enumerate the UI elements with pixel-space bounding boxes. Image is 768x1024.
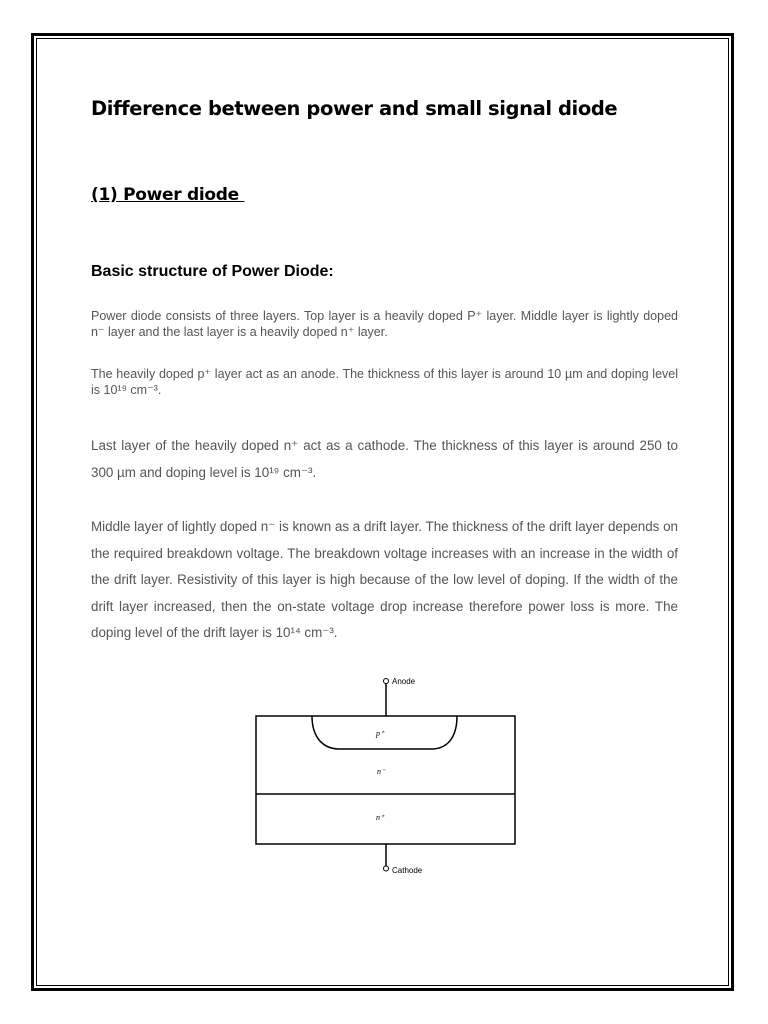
- anode-terminal-icon: [384, 679, 389, 684]
- anode-label: Anode: [392, 677, 416, 686]
- n-minus-label: n⁻: [377, 767, 386, 776]
- power-diode-structure-diagram: [250, 672, 520, 878]
- device-body: [256, 716, 515, 844]
- section-heading: (1) Power diode: [91, 185, 245, 205]
- n-plus-label: n⁺: [376, 813, 385, 822]
- cathode-label: Cathode: [392, 866, 423, 875]
- p-plus-region: [312, 716, 457, 749]
- paragraph-layers: Power diode consists of three layers. Top layer is a heavily doped P⁺ layer. Middle layer is lightly doped n⁻ layer and the last layer is a heavily doped n⁺ layer.: [91, 309, 678, 339]
- p-plus-label: p⁺: [376, 729, 385, 738]
- paragraph-cathode: Last layer of the heavily doped n⁺ act as a cathode. The thickness of this layer is around 250 to 300 µm and doping level is 10¹⁹ cm⁻³.: [91, 438, 678, 480]
- cathode-terminal-icon: [384, 866, 389, 871]
- paragraph-drift-layer: Middle layer of lightly doped n⁻ is known as a drift layer. The thickness of the drift layer depends on the required breakdown voltage. The breakdown voltage increases with an increase in the width of the drift layer. Resistivity of this layer is high because of the low level of doping. If the width of the drift layer increased, then the on-state voltage drop increase therefore power loss is more. The doping level of the drift layer is 10¹⁴ cm⁻³.: [91, 519, 678, 640]
- subheading: Basic structure of Power Diode:: [91, 263, 334, 280]
- document-title: Difference between power and small signal diode: [91, 97, 618, 120]
- paragraph-anode: The heavily doped p⁺ layer act as an anode. The thickness of this layer is around 10 µm and doping level is 10¹⁹ cm⁻³.: [91, 367, 678, 397]
